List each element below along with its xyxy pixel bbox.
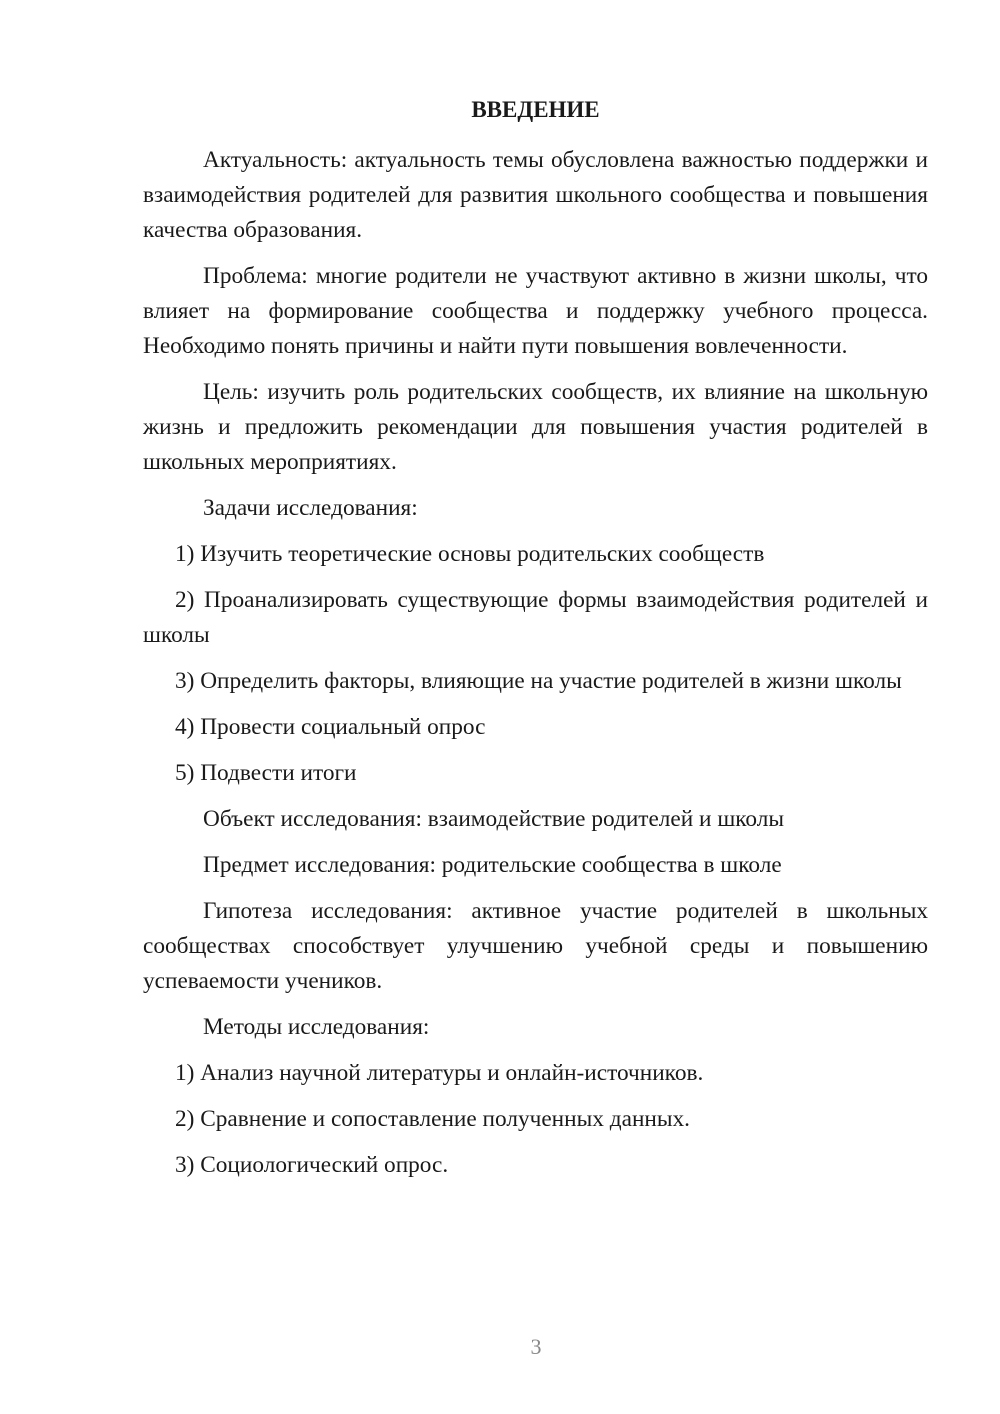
problem-paragraph: Проблема: многие родители не участвуют активно в жизни школы, что влияет на формирование сообщества и поддержку учебного процесса. Необходимо понять причины и найти пути повышения вовлеченности.	[143, 263, 928, 359]
task-item: 3) Определить факторы, влияющие на участие родителей в жизни школы	[175, 668, 902, 694]
task-item: 2) Проанализировать существующие формы взаимодействия родителей и школы	[143, 587, 928, 648]
object-paragraph: Объект исследования: взаимодействие родителей и школы	[203, 806, 785, 832]
method-item: 3) Социологический опрос.	[175, 1152, 449, 1178]
task-item: 4) Провести социальный опрос	[175, 714, 486, 740]
relevance-paragraph: Актуальность: актуальность темы обусловлена важностью поддержки и взаимодействия родителей для развития школьного сообщества и повышения качества образования.	[143, 147, 928, 243]
document-body	[143, 92, 928, 1194]
methods-heading: Методы исследования:	[203, 1014, 430, 1040]
task-item: 5) Подвести итоги	[175, 760, 357, 786]
task-item: 1) Изучить теоретические основы родительских сообществ	[175, 541, 765, 567]
page-number: 3	[530, 1334, 542, 1359]
goal-paragraph: Цель: изучить роль родительских сообществ, их влияние на школьную жизнь и предложить рекомендации для повышения участия родителей в школьных мероприятиях.	[143, 379, 928, 475]
hypothesis-paragraph: Гипотеза исследования: активное участие родителей в школьных сообществах способствует улучшению учебной среды и повышению успеваемости учеников.	[143, 898, 928, 994]
method-item: 1) Анализ научной литературы и онлайн-источников.	[175, 1060, 704, 1086]
tasks-heading: Задачи исследования:	[203, 495, 418, 521]
section-title: ВВЕДЕНИЕ	[471, 97, 600, 122]
subject-paragraph: Предмет исследования: родительские сообщества в школе	[203, 852, 782, 878]
method-item: 2) Сравнение и сопоставление полученных данных.	[175, 1106, 690, 1132]
